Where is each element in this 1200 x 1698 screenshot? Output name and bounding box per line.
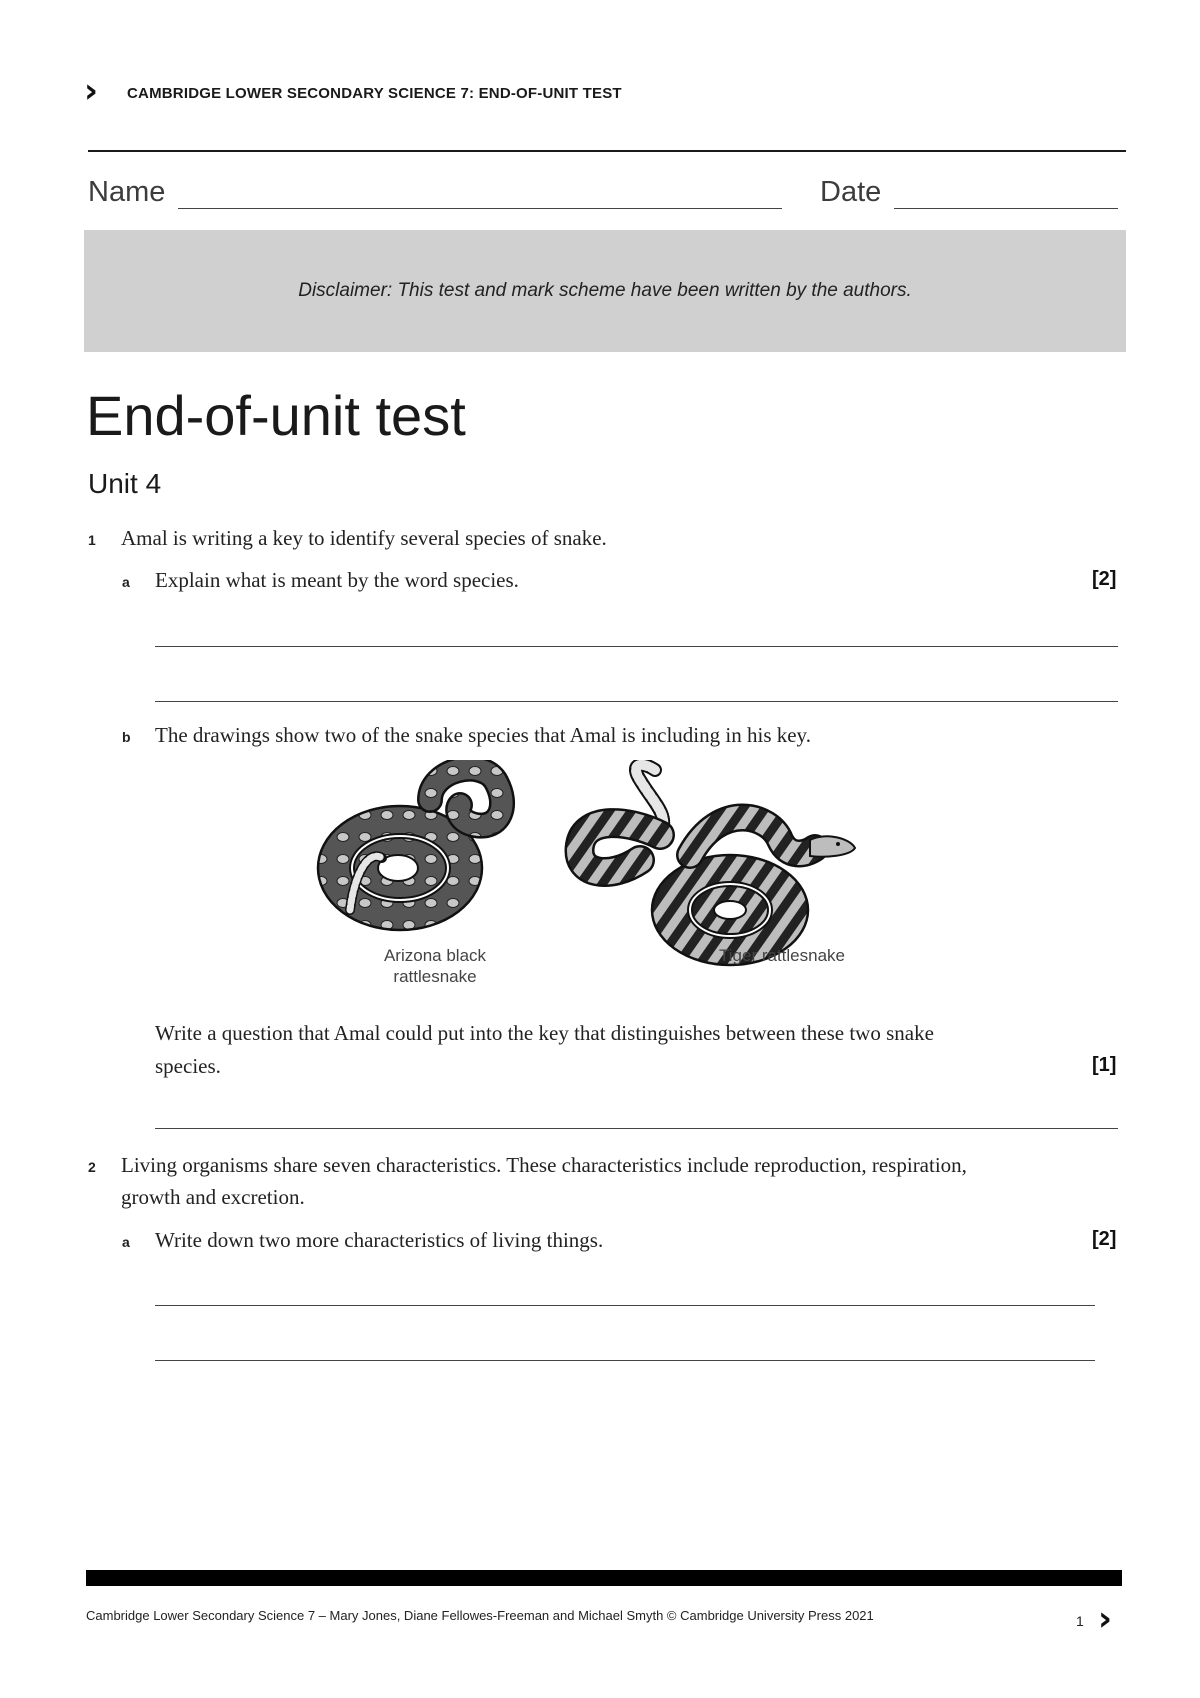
- question-2-text-line1: Living organisms share seven characteristics. These characteristics include reproduction, respiration,: [121, 1153, 967, 1177]
- answer-line-1a-2[interactable]: [155, 701, 1118, 702]
- question-1a-text: Explain what is meant by the word species.: [155, 568, 519, 592]
- question-1b-followup-line2: species.: [155, 1054, 221, 1078]
- answer-line-2a-2[interactable]: [155, 1360, 1095, 1361]
- tiger-rattlesnake-drawing: [580, 765, 855, 965]
- page-number: 1: [1076, 1613, 1084, 1629]
- next-page-chevron-icon[interactable]: ›: [1098, 1599, 1113, 1639]
- name-field[interactable]: [178, 208, 782, 209]
- question-1a-marks: [2]: [1092, 568, 1117, 590]
- footer-bar: [86, 1570, 1122, 1586]
- unit-label: Unit 4: [88, 468, 162, 499]
- question-2a-marks: [2]: [1092, 1228, 1117, 1250]
- arizona-black-rattlesnake-drawing: [318, 769, 502, 930]
- question-1-number: 1: [88, 532, 96, 548]
- question-1-text: Amal is writing a key to identify several species of snake.: [121, 526, 607, 550]
- snake1-caption-line2: rattlesnake: [393, 967, 477, 986]
- disclaimer-text: Disclaimer: This test and mark scheme have been written by the authors.: [298, 280, 912, 301]
- header-divider: [88, 150, 1126, 152]
- question-2a-text: Write down two more characteristics of living things.: [155, 1228, 604, 1252]
- question-2a-letter: a: [122, 1234, 130, 1250]
- question-1b-marks: [1]: [1092, 1054, 1117, 1076]
- page-title: End-of-unit test: [86, 384, 466, 447]
- snake-figure: [310, 760, 890, 990]
- snake1-caption-line1: Arizona black: [383, 946, 487, 965]
- header-title: CAMBRIDGE LOWER SECONDARY SCIENCE 7: END-OF-UNIT TEST: [127, 85, 622, 102]
- date-field[interactable]: [894, 208, 1118, 209]
- question-2-text-line2: growth and excretion.: [121, 1185, 305, 1209]
- question-1b-text: The drawings show two of the snake species that Amal is including in his key.: [155, 723, 811, 747]
- chevron-right-icon: ›: [84, 71, 99, 111]
- date-label: Date: [820, 176, 882, 208]
- snake2-caption: Tiger rattlesnake: [719, 946, 845, 965]
- footer-text: Cambridge Lower Secondary Science 7 – Mary Jones, Diane Fellowes-Freeman and Michael Smyth © Cambridge University Press 2021: [86, 1608, 874, 1623]
- answer-line-1b[interactable]: [155, 1128, 1118, 1129]
- question-1b-followup-line1: Write a question that Amal could put into the key that distinguishes between these two snake: [155, 1021, 934, 1045]
- answer-line-1a-1[interactable]: [155, 646, 1118, 647]
- question-2-number: 2: [88, 1159, 96, 1175]
- name-label: Name: [88, 176, 166, 208]
- question-1a-letter: a: [122, 574, 130, 590]
- question-1b-letter: b: [122, 729, 131, 745]
- answer-line-2a-1[interactable]: [155, 1305, 1095, 1306]
